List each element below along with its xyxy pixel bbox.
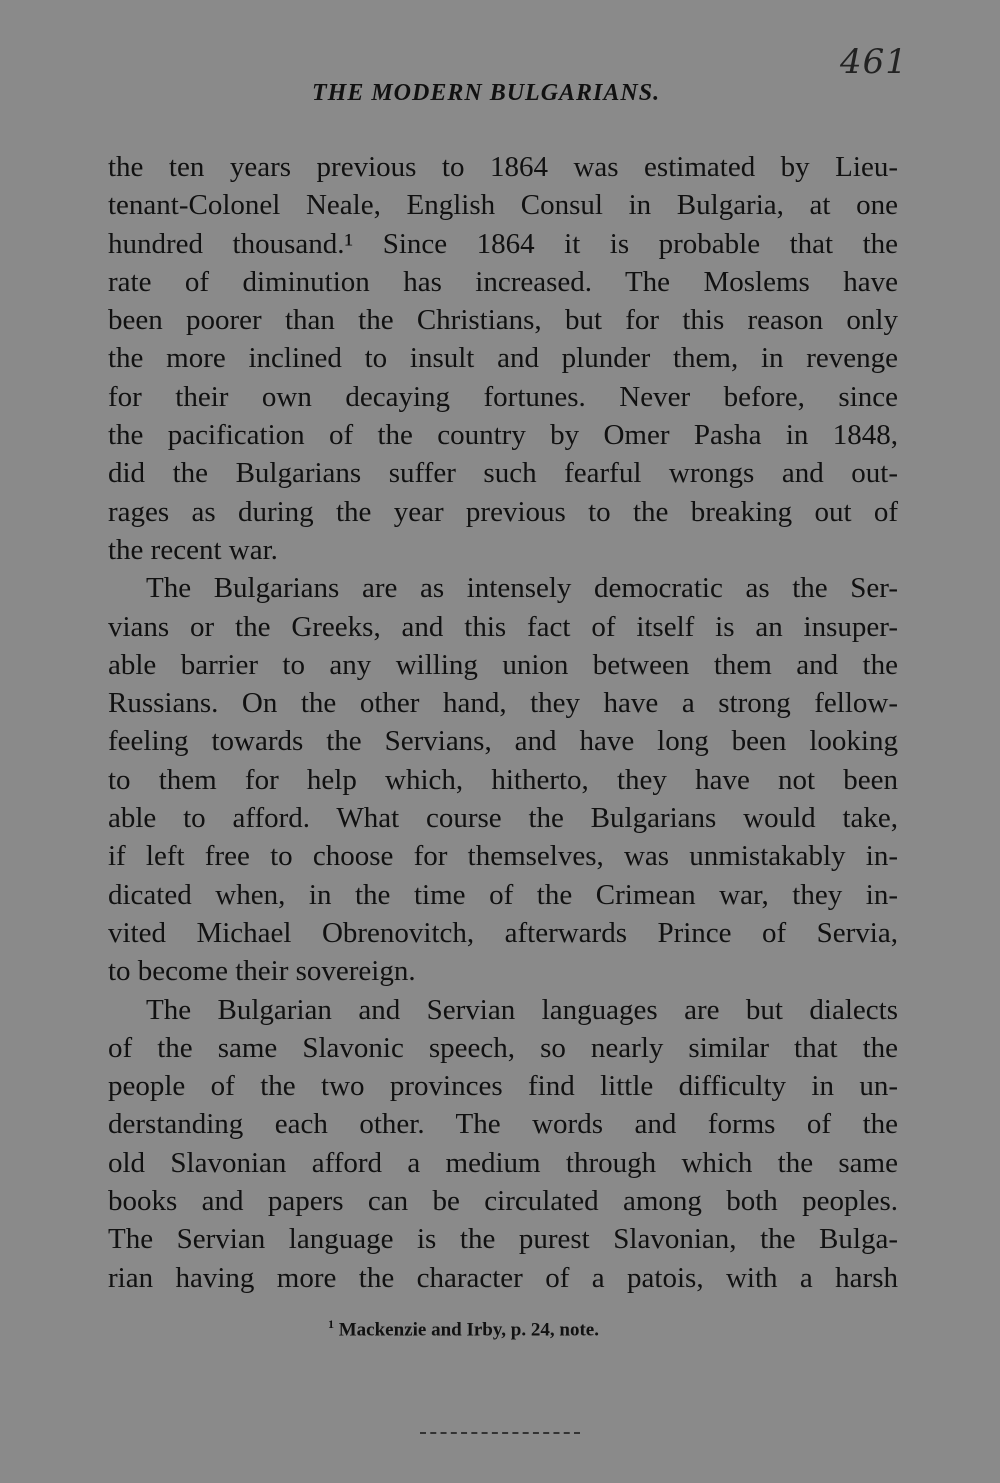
text-line: if left free to choose for themselves, was unmistakably in- xyxy=(108,840,898,873)
text-line: the recent war. xyxy=(108,533,278,566)
text-line: hundred thousand.¹ Since 1864 it is probable that the xyxy=(108,227,898,260)
text-line: The Servian language is the purest Slavonian, the Bulga- xyxy=(108,1223,898,1256)
text-line: tenant-Colonel Neale, English Consul in Bulgaria, at one xyxy=(108,189,898,222)
paragraph-3 xyxy=(108,991,898,1297)
text-line: rian having more the character of a patois, with a harsh xyxy=(108,1261,898,1294)
text-line: the more inclined to insult and plunder them, in revenge xyxy=(108,342,898,375)
text-line: rate of diminution has increased. The Moslems have xyxy=(108,265,898,298)
body-text xyxy=(108,148,898,1297)
text-line: been poorer than the Christians, but for this reason only xyxy=(108,304,898,337)
text-line: for their own decaying fortunes. Never before, since xyxy=(108,380,898,413)
text-line: of the same Slavonic speech, so nearly similar that the xyxy=(108,1031,898,1064)
text-line: The Bulgarians are as intensely democratic as the Ser- xyxy=(146,572,898,605)
footnote-text: Mackenzie and Irby, p. 24, note. xyxy=(338,1319,599,1341)
text-line: The Bulgarian and Servian languages are but dialects xyxy=(146,993,898,1026)
text-line: able to afford. What course the Bulgarians would take, xyxy=(108,802,898,835)
handwritten-page-number: 461 xyxy=(840,42,908,82)
text-line: books and papers can be circulated among both peoples. xyxy=(108,1185,898,1218)
paragraph-2 xyxy=(108,569,898,990)
text-line: old Slavonian afford a medium through which the same xyxy=(108,1146,898,1179)
text-line: the ten years previous to 1864 was estimated by Lieu- xyxy=(108,151,898,183)
text-line: feeling towards the Servians, and have long been looking xyxy=(108,725,898,758)
text-line: vians or the Greeks, and this fact of itself is an insuper- xyxy=(108,610,898,643)
text-line: did the Bulgarians suffer such fearful wrongs and out- xyxy=(108,457,898,490)
paragraph-1 xyxy=(108,148,898,569)
bottom-ornament xyxy=(420,1432,580,1438)
text-line: able barrier to any willing union between them and the xyxy=(108,648,898,681)
text-line: to become their sovereign. xyxy=(108,955,416,988)
running-head: THE MODERN BULGARIANS. xyxy=(312,80,661,106)
footnote-marker: 1 xyxy=(328,1317,334,1331)
text-line: Russians. On the other hand, they have a strong fellow- xyxy=(108,687,898,720)
text-line: vited Michael Obrenovitch, afterwards Prince of Servia, xyxy=(108,916,898,949)
text-line: rages as during the year previous to the breaking out of xyxy=(108,495,898,528)
text-line: people of the two provinces find little difficulty in un- xyxy=(108,1070,898,1103)
text-line: the pacification of the country by Omer Pasha in 1848, xyxy=(108,419,898,452)
text-line: dicated when, in the time of the Crimean war, they in- xyxy=(108,878,898,911)
footnote xyxy=(328,1317,599,1341)
text-line: to them for help which, hitherto, they have not been xyxy=(108,763,898,796)
text-line: derstanding each other. The words and forms of the xyxy=(108,1108,898,1141)
